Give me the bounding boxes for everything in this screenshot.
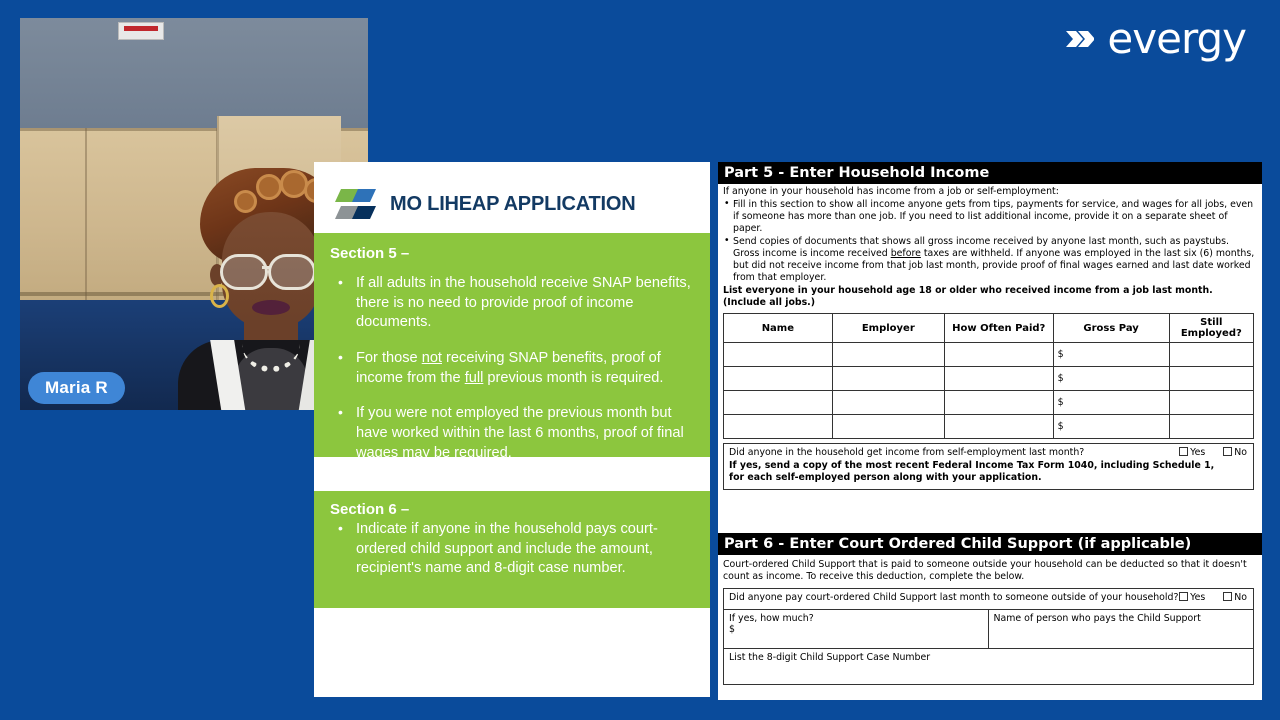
cell-still-employed[interactable] — [1169, 367, 1253, 391]
child-support-yes-no-group — [1179, 592, 1247, 604]
self-employment-question-text: Did anyone in the household get income from self-employment last month? — [729, 447, 1085, 459]
self-employment-question-box — [723, 443, 1254, 489]
hair-curl — [234, 190, 257, 213]
list-item: • If all adults in the household receive SNAP benefits, there is no need to provide proof of income documents. — [330, 274, 694, 333]
part-5-bullets — [723, 199, 1257, 284]
slide-header — [314, 162, 710, 220]
evergy-wordmark: evergy — [1107, 14, 1246, 63]
cell-name[interactable] — [724, 367, 833, 391]
column-header-gross-pay: Gross Pay — [1053, 314, 1169, 343]
child-support-amount-label: If yes, how much? — [729, 613, 814, 624]
section-6-block — [314, 491, 710, 608]
child-support-case-number-cell[interactable] — [723, 649, 1254, 685]
column-header-name: Name — [724, 314, 833, 343]
eyeglasses-bridge — [262, 266, 270, 269]
cell-employer[interactable] — [832, 391, 944, 415]
cell-gross-pay[interactable]: $ — [1053, 343, 1169, 367]
self-employment-no-option[interactable] — [1223, 447, 1247, 458]
section-6-heading: Section 6 – — [330, 501, 410, 518]
column-header-still-employed: Still Employed? — [1169, 314, 1253, 343]
child-support-detail-row — [723, 610, 1254, 649]
cell-employer[interactable] — [832, 367, 944, 391]
table-row — [724, 391, 1254, 415]
slide-title: MO LIHEAP APPLICATION — [390, 192, 636, 215]
checkbox-icon[interactable] — [1179, 447, 1188, 456]
section-5-heading: Section 5 – — [330, 245, 410, 262]
list-item: • Indicate if anyone in the household pays court-ordered child support and include the amount, recipient's name and 8-digit case number. — [330, 520, 694, 579]
child-support-payer-cell[interactable] — [989, 610, 1254, 648]
child-support-yes-option[interactable] — [1179, 592, 1205, 603]
table-header-row — [724, 314, 1254, 343]
list-item: • If you were not employed the previous month but have worked within the last 6 months, proof of final wages may be required. — [330, 404, 694, 463]
cell-still-employed[interactable] — [1169, 391, 1253, 415]
part-5-list-note: List everyone in your household age 18 or older who received income from a job last month. (Include all jobs.) — [723, 285, 1213, 309]
child-support-amount-value: $ — [729, 624, 735, 635]
yes-label: Yes — [1190, 591, 1206, 603]
child-support-payer-label: Name of person who pays the Child Support — [993, 613, 1201, 624]
cell-name[interactable] — [724, 343, 833, 367]
column-header-employer: Employer — [832, 314, 944, 343]
exit-sign — [118, 22, 164, 40]
table-row — [724, 415, 1254, 439]
cabinet-seam — [85, 128, 87, 300]
checkbox-icon[interactable] — [1223, 447, 1232, 456]
cell-how-often[interactable] — [944, 415, 1053, 439]
self-employment-yes-no-group — [1179, 447, 1247, 459]
evergy-chevron-icon — [1064, 24, 1094, 54]
office-wall — [20, 18, 368, 128]
part-5-title-bar: Part 5 - Enter Household Income — [718, 162, 1262, 184]
list-item: • Fill in this section to show all income anyone gets from tips, payments for service, and wages for all jobs, even if someone has more than one job. If you need to list additional income, provide it on a separate sheet of paper. — [723, 199, 1257, 235]
child-support-amount-cell[interactable] — [724, 610, 989, 648]
household-income-table — [723, 313, 1254, 439]
slide-right-form-panel — [718, 162, 1262, 700]
cell-still-employed[interactable] — [1169, 343, 1253, 367]
table-row — [724, 367, 1254, 391]
cell-how-often[interactable] — [944, 367, 1053, 391]
hair-curl — [256, 174, 282, 200]
section-6-bullets — [330, 520, 694, 579]
column-header-how-often-paid: How Often Paid? — [944, 314, 1053, 343]
mo-liheap-logo-icon — [334, 188, 376, 220]
part-5-intro — [718, 184, 1262, 309]
eyeglasses-left-lens — [220, 254, 268, 290]
list-item: • For those not receiving SNAP benefits, proof of income from the full previous month is required. — [330, 349, 694, 388]
no-label: No — [1234, 591, 1247, 603]
cell-employer[interactable] — [832, 415, 944, 439]
earring-left — [210, 284, 229, 308]
cell-how-often[interactable] — [944, 343, 1053, 367]
part-6-title-bar: Part 6 - Enter Court Ordered Child Support (if applicable) — [718, 533, 1262, 555]
mouth — [252, 300, 290, 315]
slide-left-panel — [314, 162, 710, 697]
eyeglasses-right-lens — [268, 254, 316, 290]
section-5-block — [314, 233, 710, 461]
child-support-case-number-label: List the 8-digit Child Support Case Number — [729, 652, 931, 663]
participant-name-badge: Maria R — [28, 372, 125, 404]
cell-gross-pay[interactable]: $ — [1053, 367, 1169, 391]
checkbox-icon[interactable] — [1179, 592, 1188, 601]
cell-still-employed[interactable] — [1169, 415, 1253, 439]
self-employment-note-line-1: If yes, send a copy of the most recent Federal Income Tax Form 1040, including Schedule 1, — [729, 459, 1215, 471]
part-6-intro: Court-ordered Child Support that is paid to someone outside your household can be deducted so that it doesn't count as income. To receive this deduction, complete the below. — [723, 558, 1247, 582]
list-item: • Send copies of documents that shows all gross income received by anyone last month, such as paystubs. Gross income is income received before taxes are withheld. If anyone was employed in the last six (6) months, but did not receive income from that job last month, provide proof of final wages earned and last date worked from that employer. — [723, 236, 1257, 284]
self-employment-note-line-2: for each self-employed person along with your application. — [729, 472, 1042, 484]
cell-name[interactable] — [724, 415, 833, 439]
yes-label: Yes — [1190, 447, 1206, 459]
child-support-no-option[interactable] — [1223, 592, 1247, 603]
table-row — [724, 343, 1254, 367]
cell-how-often[interactable] — [944, 391, 1053, 415]
no-label: No — [1234, 447, 1247, 459]
cell-gross-pay[interactable]: $ — [1053, 391, 1169, 415]
cell-gross-pay[interactable]: $ — [1053, 415, 1169, 439]
section-5-bullets — [330, 274, 694, 464]
child-support-question-text: Did anyone pay court-ordered Child Support last month to someone outside of your household? — [729, 591, 1179, 603]
child-support-question-box — [723, 588, 1254, 610]
cell-employer[interactable] — [832, 343, 944, 367]
checkbox-icon[interactable] — [1223, 592, 1232, 601]
part-5-intro-line: If anyone in your household has income from a job or self-employment: — [723, 186, 1059, 197]
evergy-logo — [1064, 14, 1246, 63]
cell-name[interactable] — [724, 391, 833, 415]
self-employment-yes-option[interactable] — [1179, 447, 1205, 458]
